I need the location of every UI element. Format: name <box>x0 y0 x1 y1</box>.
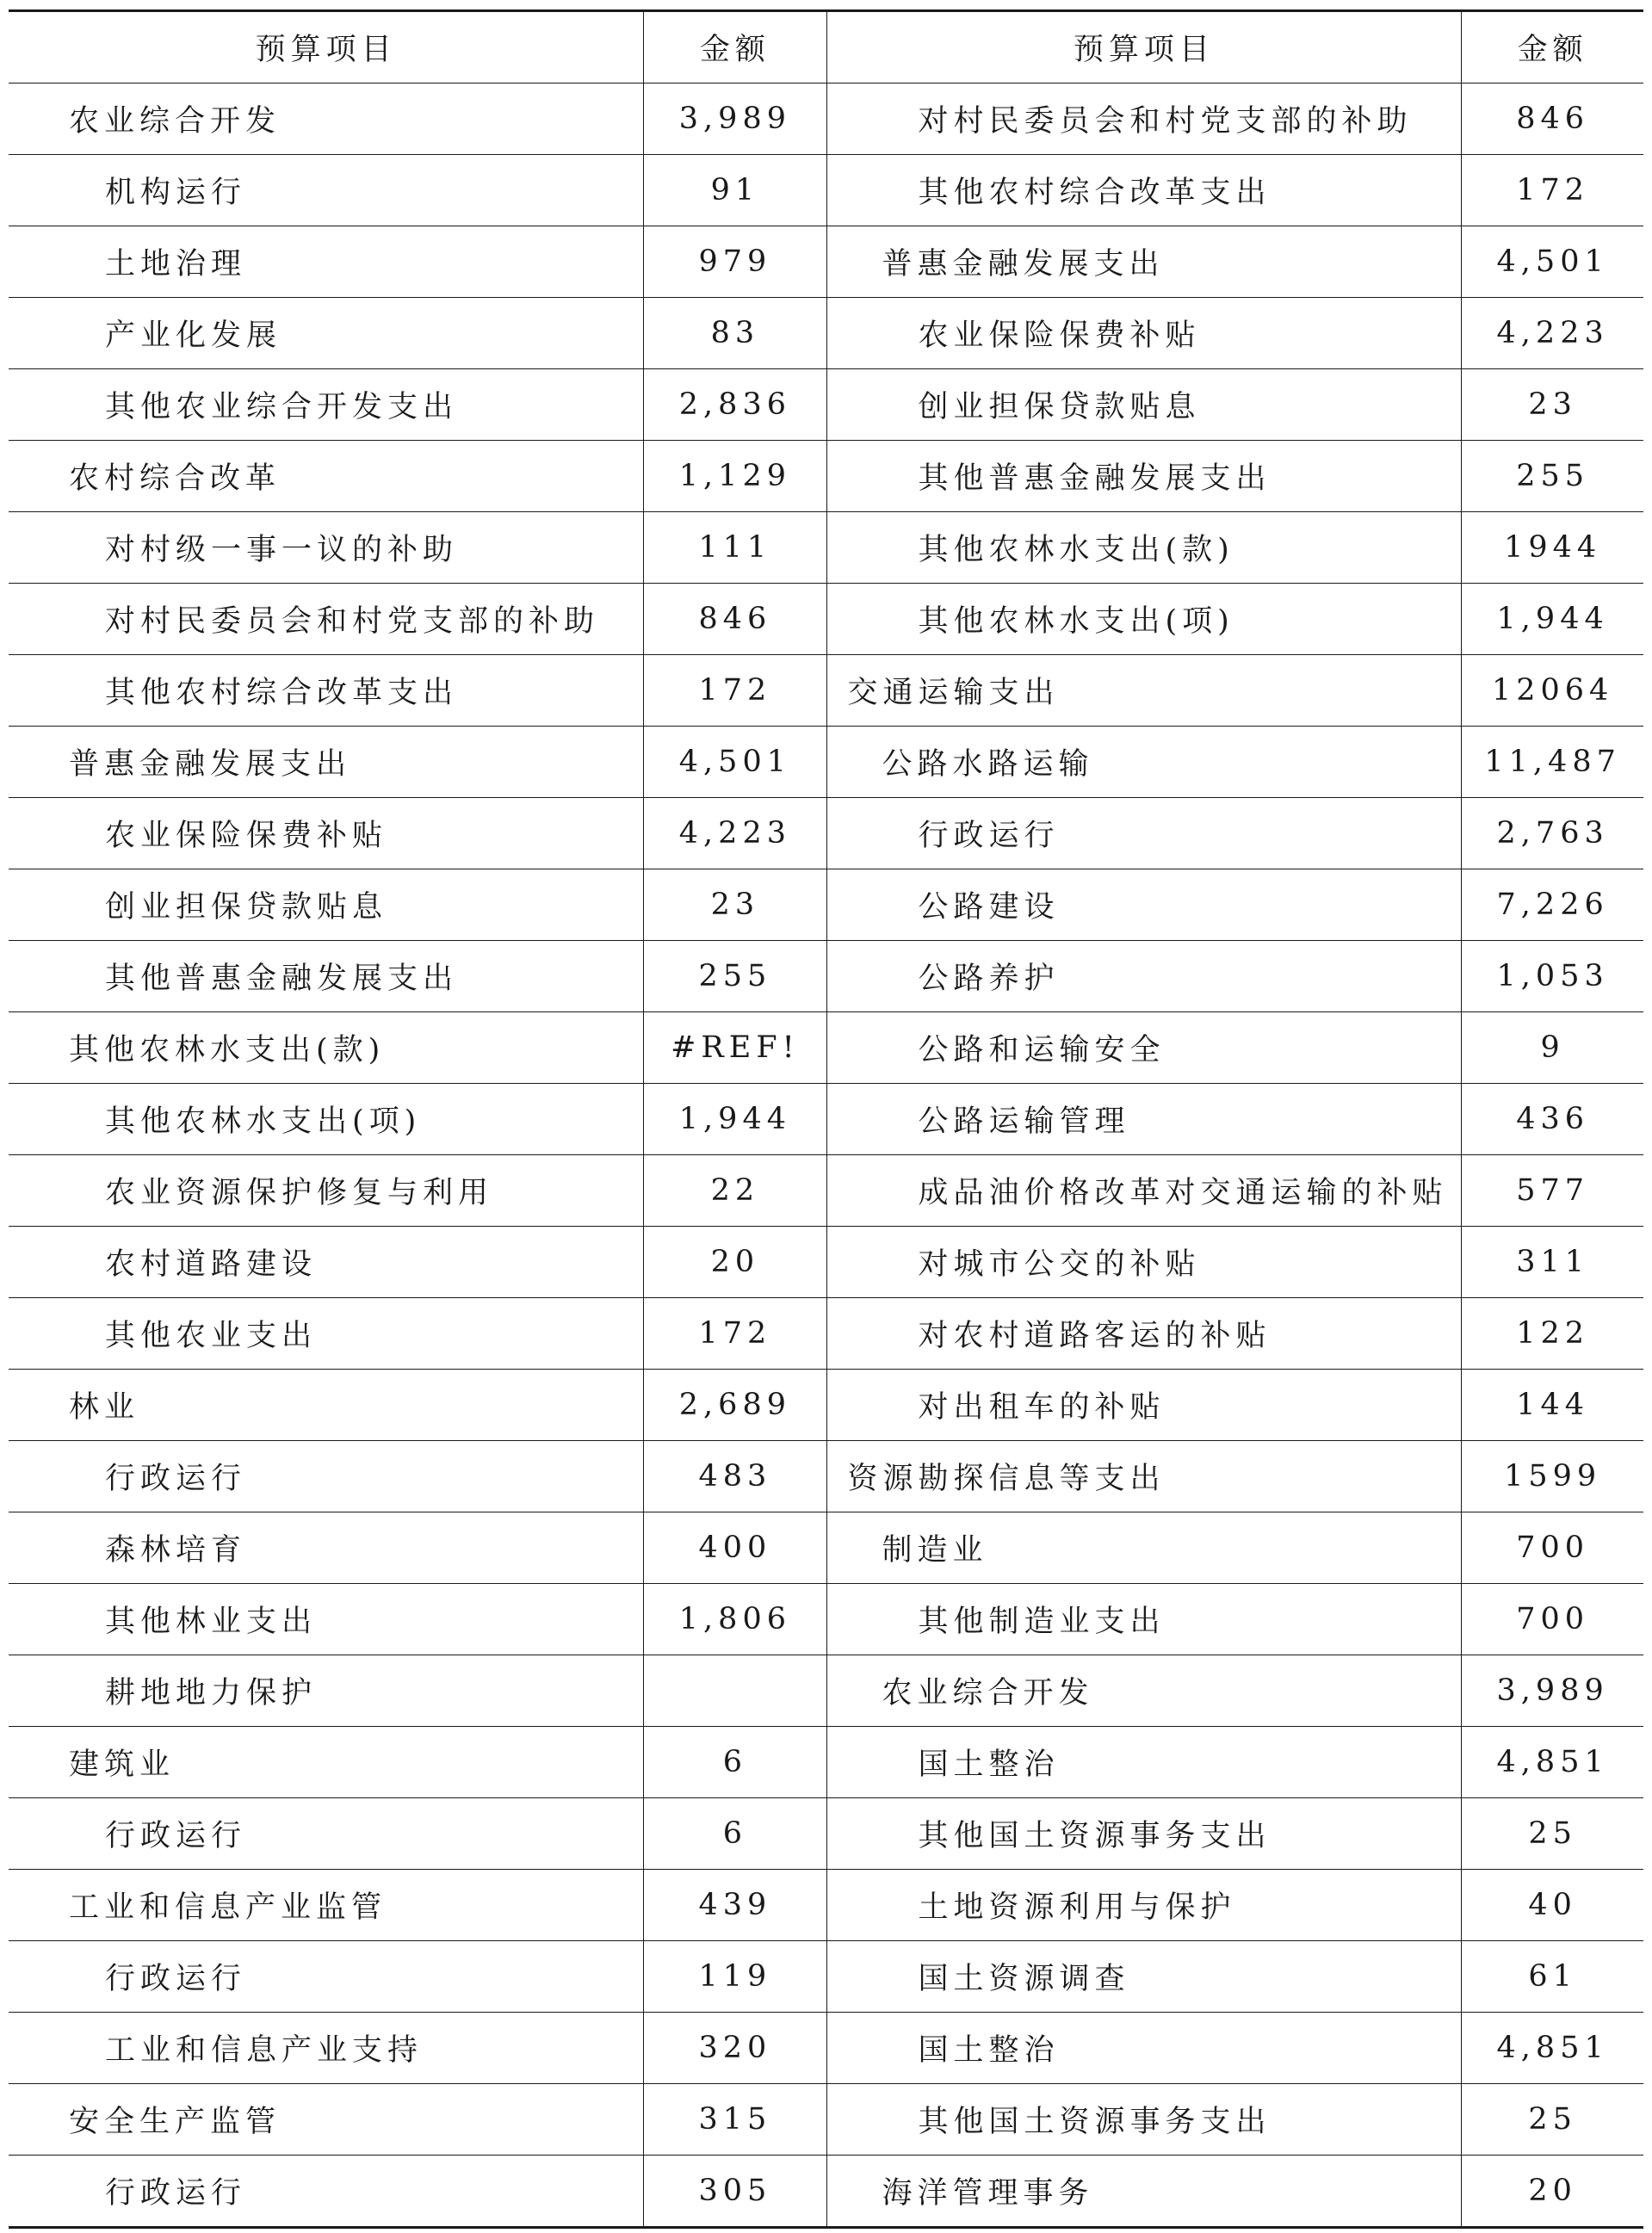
right-item-name: 制造业 <box>826 1512 1462 1584</box>
left-item-name: 机构运行 <box>9 155 644 226</box>
right-item-name: 国土整治 <box>826 1727 1462 1798</box>
right-item-name: 公路运输管理 <box>826 1084 1462 1155</box>
left-item-amount: 846 <box>644 584 826 655</box>
right-item-name: 其他制造业支出 <box>826 1584 1462 1655</box>
right-item-name: 对城市公交的补贴 <box>826 1227 1462 1298</box>
left-item-amount: 305 <box>644 2156 826 2228</box>
left-item-name: 行政运行 <box>9 1441 644 1512</box>
left-item-name: 工业和信息产业监管 <box>9 1870 644 1941</box>
table-row <box>9 369 1643 441</box>
table-row <box>9 1655 1643 1727</box>
right-item-amount: 40 <box>1462 1870 1643 1941</box>
right-item-name: 对出租车的补贴 <box>826 1370 1462 1441</box>
right-item-amount: 20 <box>1528 2174 1577 2208</box>
right-item-name: 公路和运输安全 <box>826 1012 1462 1084</box>
header-item-left: 预算项目 <box>9 11 644 84</box>
right-item-amount: 4,501 <box>1462 226 1643 298</box>
left-item-amount: 4,501 <box>644 727 826 798</box>
left-item-name: 农业综合开发 <box>9 84 644 155</box>
left-item-amount: 20 <box>644 1227 826 1298</box>
right-item-name: 对村民委员会和村党支部的补助 <box>826 84 1462 155</box>
left-item-name: 对村级一事一议的补助 <box>9 512 644 584</box>
table-row <box>9 226 1643 298</box>
right-item-name: 农业保险保费补贴 <box>826 298 1462 369</box>
right-item-amount: 122 <box>1462 1298 1643 1370</box>
right-item-name: 创业担保贷款贴息 <box>826 369 1462 441</box>
table-row <box>9 727 1643 798</box>
right-item-amount: 61 <box>1462 1941 1643 2013</box>
right-item-name: 行政运行 <box>826 798 1462 869</box>
left-item-name: 土地治理 <box>9 226 644 298</box>
right-item-name: 公路建设 <box>826 869 1462 941</box>
right-item-name: 其他普惠金融发展支出 <box>826 441 1462 512</box>
left-item-amount: 119 <box>644 1941 826 2013</box>
right-item-amount: 11,487 <box>1462 727 1643 798</box>
right-item-amount: 255 <box>1462 441 1643 512</box>
table-row <box>9 1012 1643 1084</box>
right-item-amount: 577 <box>1462 1155 1643 1227</box>
left-item-amount <box>644 1655 826 1727</box>
right-item-amount: 4,851 <box>1462 1727 1643 1798</box>
table-row <box>9 869 1643 941</box>
left-item-amount: 320 <box>644 2013 826 2084</box>
left-item-name: 安全生产监管 <box>9 2084 644 2156</box>
table-row <box>9 584 1643 655</box>
right-item-name: 资源勘探信息等支出 <box>826 1441 1462 1512</box>
left-item-name: 创业担保贷款贴息 <box>9 869 644 941</box>
table-row <box>9 155 1643 226</box>
right-item-amount: 2,763 <box>1462 798 1643 869</box>
left-item-amount: 172 <box>644 655 826 727</box>
left-item-amount: #REF! <box>644 1012 826 1084</box>
left-item-amount: 483 <box>644 1441 826 1512</box>
table-row <box>9 941 1643 1012</box>
right-item-amount: 23 <box>1462 369 1643 441</box>
table-row <box>9 1798 1643 1870</box>
left-item-amount: 6 <box>644 1798 826 1870</box>
budget-body <box>9 84 1643 2228</box>
left-item-name: 对村民委员会和村党支部的补助 <box>9 584 644 655</box>
right-item-amount: 846 <box>1462 84 1643 155</box>
left-item-amount: 22 <box>644 1155 826 1227</box>
table-row <box>9 1227 1643 1298</box>
right-item-name: 其他农林水支出(项) <box>826 584 1462 655</box>
right-item-name: 国土整治 <box>826 2013 1462 2084</box>
header-amount-left: 金额 <box>644 11 826 84</box>
left-item-name: 其他农村综合改革支出 <box>9 655 644 727</box>
header-amount-right: 金额 <box>1462 11 1643 84</box>
table-row <box>9 512 1643 584</box>
left-item-name: 其他农林水支出(项) <box>9 1084 644 1155</box>
left-item-amount: 23 <box>644 869 826 941</box>
right-item-amount: 1944 <box>1462 512 1643 584</box>
left-item-amount: 255 <box>644 941 826 1012</box>
left-item-amount: 1,944 <box>644 1084 826 1155</box>
right-item-name: 交通运输支出 <box>826 655 1462 727</box>
right-item-amount: 144 <box>1462 1370 1643 1441</box>
right-item-name: 其他农林水支出(款) <box>826 512 1462 584</box>
right-item-name: 普惠金融发展支出 <box>826 226 1462 298</box>
right-item-amount: 1599 <box>1462 1441 1643 1512</box>
table-row <box>9 1370 1643 1441</box>
right-item-name: 农业综合开发 <box>826 1655 1462 1727</box>
right-item-amount: 25 <box>1462 2084 1643 2156</box>
left-item-amount: 439 <box>644 1870 826 1941</box>
right-item-name: 对农村道路客运的补贴 <box>826 1298 1462 1370</box>
left-item-amount: 3,989 <box>644 84 826 155</box>
left-item-name: 其他农业支出 <box>9 1298 644 1370</box>
right-item-name: 成品油价格改革对交通运输的补贴 <box>826 1155 1462 1227</box>
budget-table <box>9 9 1643 2229</box>
right-item-name: 土地资源利用与保护 <box>826 1870 1462 1941</box>
left-item-amount: 91 <box>644 155 826 226</box>
table-row <box>9 441 1643 512</box>
right-item-amount: 1,944 <box>1462 584 1643 655</box>
right-item-name: 公路水路运输 <box>826 727 1462 798</box>
table-row <box>9 1298 1643 1370</box>
left-item-name: 森林培育 <box>9 1512 644 1584</box>
left-item-name: 行政运行 <box>9 1798 644 1870</box>
header-row <box>9 11 1643 84</box>
right-item-amount: 7,226 <box>1462 869 1643 941</box>
left-item-amount: 2,689 <box>644 1370 826 1441</box>
table-row <box>9 2156 1643 2228</box>
right-item-amount: 311 <box>1462 1227 1643 1298</box>
right-item-name: 其他国土资源事务支出 <box>826 1798 1462 1870</box>
left-item-amount: 111 <box>644 512 826 584</box>
table-row <box>9 1441 1643 1512</box>
left-item-amount: 2,836 <box>644 369 826 441</box>
right-item-amount: 9 <box>1462 1012 1643 1084</box>
right-item-name: 海洋管理事务 <box>826 2156 1462 2228</box>
left-item-name: 其他普惠金融发展支出 <box>9 941 644 1012</box>
right-item-amount: 700 <box>1462 1584 1643 1655</box>
left-item-name: 耕地地力保护 <box>9 1655 644 1727</box>
left-item-name: 产业化发展 <box>9 298 644 369</box>
right-item-amount: 25 <box>1462 1798 1643 1870</box>
left-item-name: 行政运行 <box>9 1941 644 2013</box>
left-item-name: 农村综合改革 <box>9 441 644 512</box>
table-row <box>9 2084 1643 2156</box>
header-item-right: 预算项目 <box>826 11 1462 84</box>
left-item-name: 林业 <box>9 1370 644 1441</box>
left-item-amount: 4,223 <box>644 798 826 869</box>
left-item-name: 其他林业支出 <box>9 1584 644 1655</box>
left-item-name: 其他农业综合开发支出 <box>9 369 644 441</box>
left-item-amount: 315 <box>644 2084 826 2156</box>
left-item-name: 工业和信息产业支持 <box>9 2013 644 2084</box>
left-item-amount: 6 <box>644 1727 826 1798</box>
table-row <box>9 84 1643 155</box>
table-row <box>9 655 1643 727</box>
left-item-name: 农业保险保费补贴 <box>9 798 644 869</box>
table-row <box>9 1727 1643 1798</box>
right-item-amount: 4,223 <box>1462 298 1643 369</box>
left-item-amount: 172 <box>644 1298 826 1370</box>
left-item-amount: 400 <box>644 1512 826 1584</box>
right-item-amount: 436 <box>1462 1084 1643 1155</box>
right-item-name: 国土资源调查 <box>826 1941 1462 2013</box>
table-row <box>9 1584 1643 1655</box>
left-item-name: 建筑业 <box>9 1727 644 1798</box>
left-item-amount: 83 <box>644 298 826 369</box>
right-item-amount: 172 <box>1462 155 1643 226</box>
table-row <box>9 298 1643 369</box>
right-item-amount: 700 <box>1462 1512 1643 1584</box>
left-item-name: 农村道路建设 <box>9 1227 644 1298</box>
table-row <box>9 798 1643 869</box>
right-item-amount: 1,053 <box>1462 941 1643 1012</box>
right-item-amount: 3,989 <box>1462 1655 1643 1727</box>
left-item-name: 其他农林水支出(款) <box>9 1012 644 1084</box>
budget-page <box>9 9 1643 2229</box>
table-row <box>9 1870 1643 1941</box>
table-row <box>9 1155 1643 1227</box>
right-item-name: 其他国土资源事务支出 <box>826 2084 1462 2156</box>
right-item-amount: 4,851 <box>1462 2013 1643 2084</box>
left-item-amount: 1,129 <box>644 441 826 512</box>
left-item-name: 普惠金融发展支出 <box>9 727 644 798</box>
left-item-name: 行政运行 <box>9 2156 644 2228</box>
table-row <box>9 1084 1643 1155</box>
right-item-name: 公路养护 <box>826 941 1462 1012</box>
right-item-name: 其他农村综合改革支出 <box>826 155 1462 226</box>
left-item-amount: 1,806 <box>644 1584 826 1655</box>
left-item-amount: 979 <box>644 226 826 298</box>
right-item-amount: 12064 <box>1462 655 1643 727</box>
left-item-name: 农业资源保护修复与利用 <box>9 1155 644 1227</box>
table-row <box>9 2013 1643 2084</box>
table-row <box>9 1941 1643 2013</box>
table-row <box>9 1512 1643 1584</box>
